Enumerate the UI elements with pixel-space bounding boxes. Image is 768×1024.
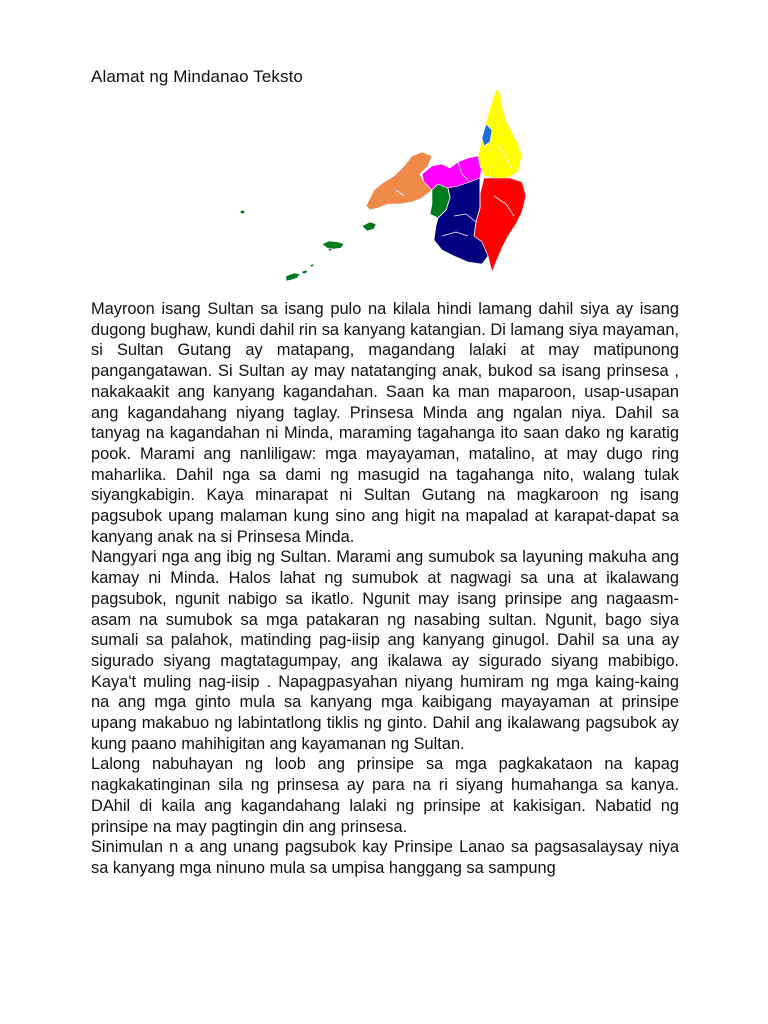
map-island-sulu (240, 210, 376, 281)
story-paragraph: Sinimulan n a ang unang pagsubok kay Prinsipe Lanao sa pagsasalaysay niya sa kanyang mga ninuno mula sa umpisa hanggang sa sampung (91, 838, 679, 877)
story-paragraph: Mayroon isang Sultan sa isang pulo na kilala hindi lamang dahil siya ay isang dugong bughaw, kundi dahil rin sa kanyang katangian. Di lamang siya mayaman, si Sultan Gutang ay matapang, magandang lalaki at may matipunong pangangatawan. Si Sultan ay may natatanging anak, bukod sa isang prinsesa , nakakaakit ang kanyang kagandahan. Saan ka man maparoon, usap-usapan ang kagandahang niyang taglay. Prinsesa Minda ang ngalan niya. Dahil sa tanyag na kagandahan ni Minda, maraming tagahanga ito saan dako ng karatig pook. Marami ang nanliligaw: mga mayayaman, matalino, at may dugo ring maharlika. Dahil nga sa dami ng masugid na tagahanga nito, walang tulak siyangkabigin. Kaya minarapat ni Sultan Gutang na magkaroon ng isang pagsubok upang malaman kung sino ang higit na mapalad at karapat-dapat sa kanyang anak na si Prinsesa Minda. (91, 300, 679, 546)
map-region-tawi-tawi (286, 270, 308, 281)
story-paragraph: Lalong nabuhayan ng loob ang prinsipe sa mga pagkakataon na kapag nagkakatinginan sila ng prinsesa ay para na ri siyang humahanga sa kanya. DAhil di kaila ang kagandahang lalaki ng prinsipe at kakisigan. Nabatid ng prinsipe na may pagtingin din ang prinsesa. (91, 755, 679, 836)
map-region-zamboanga (366, 152, 432, 210)
document-title: Alamat ng Mindanao Teksto (91, 67, 303, 86)
mindanao-map-image (236, 86, 536, 300)
story-paragraph: Nangyari nga ang ibig ng Sultan. Marami ang sumubok sa layuning makuha ang kamay ni Minda. Halos lahat ng sumubok at nagwagi sa una at ikalawang pagsubok, ngunit nabigo sa ikatlo. Ngunit may isang prinsipe ang nagaasm-asam na sumubok sa mga patakaran ng nasabing sultan. Ngunit, bago siya sumali sa palahok, matinding pag-iisip ang kanyang ginugol. Dahil sa una ay sigurado siyang magtatagumpay, ang ikalawa ay sigurado siyang mabibigo. Kaya't muling nag-iisip . Napagpasyahan niyang humiram ng mga kaing-kaing na ang mga ginto mula sa kanyang mga kaibigang mayayaman at prinsipe upang makabuo ng labintatlong tiklis ng ginto. Dahil ang ikalawang pagsubok ay kung paano mahihigitan ang kayamanan ng Sultan. (91, 548, 679, 753)
story-body (91, 299, 679, 879)
map-region-basilan (362, 222, 376, 231)
map-region-islands-small (240, 210, 245, 214)
map-region-small-islet (310, 248, 332, 267)
map-region-sulu (322, 241, 344, 249)
mindanao-region-map (236, 86, 536, 300)
